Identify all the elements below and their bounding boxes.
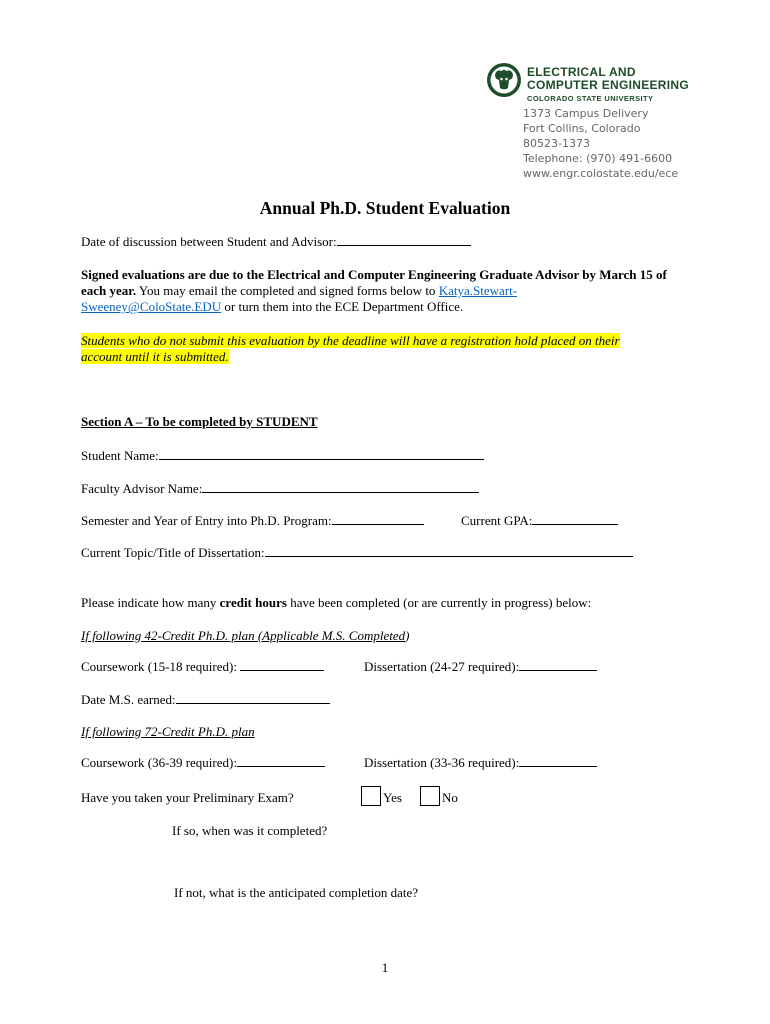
ms-earned-field[interactable] — [176, 692, 330, 704]
semester-entry-label: Semester and Year of Entry into Ph.D. Program: — [81, 513, 332, 528]
prelim-no-checkbox[interactable] — [420, 786, 440, 806]
warning-line-2: account until it is submitted. — [81, 349, 229, 364]
notice-text: You may email the completed and signed forms below to — [136, 283, 439, 298]
coursework-42-label: Coursework (15-18 required): — [81, 659, 237, 674]
department-address — [523, 106, 678, 181]
prelim-yes-label: Yes — [383, 790, 402, 805]
student-name-label: Student Name: — [81, 448, 159, 463]
dissertation-topic-field[interactable] — [265, 545, 633, 557]
notice-deadline: Signed evaluations are due to the Electrical and Computer Engineering Graduate Advisor by March 15 of each year. — [81, 267, 667, 298]
current-gpa-field[interactable] — [532, 513, 618, 525]
current-gpa-row — [461, 513, 618, 529]
ms-earned-row — [81, 692, 330, 708]
plan-42-heading: If following 42-Credit Ph.D. plan (Applicable M.S. Completed) — [81, 628, 410, 643]
registration-hold-warning — [81, 333, 681, 365]
date-of-discussion-field[interactable] — [337, 234, 471, 246]
logo-line-1: ELECTRICAL AND — [527, 65, 636, 79]
submission-notice — [81, 267, 681, 315]
student-name-field[interactable] — [159, 448, 484, 460]
dissertation-72-field[interactable] — [519, 755, 597, 767]
coursework-72-field[interactable] — [237, 755, 325, 767]
faculty-advisor-row — [81, 481, 479, 497]
student-name-row — [81, 448, 484, 464]
csu-ram-logo-icon — [486, 62, 522, 98]
semester-entry-field[interactable] — [332, 513, 424, 525]
dissertation-42-field[interactable] — [519, 659, 597, 671]
coursework-42-row — [81, 659, 324, 675]
notice-text-end: or turn them into the ECE Department Office. — [221, 299, 464, 314]
plan-72-heading: If following 72-Credit Ph.D. plan — [81, 724, 255, 739]
prelim-yes-checkbox[interactable] — [361, 786, 381, 806]
coursework-72-row — [81, 755, 325, 771]
address-telephone: Telephone: (970) 491-6600 — [523, 152, 673, 165]
dissertation-42-label: Dissertation (24-27 required): — [364, 659, 520, 674]
address-website: www.engr.colostate.edu/ece — [523, 167, 679, 180]
ms-earned-label: Date M.S. earned: — [81, 692, 176, 707]
coursework-72-label: Coursework (36-39 required): — [81, 755, 237, 770]
address-line: 1373 Campus Delivery — [523, 107, 649, 120]
date-of-discussion-label: Date of discussion between Student and Advisor: — [81, 234, 337, 249]
faculty-advisor-label: Faculty Advisor Name: — [81, 481, 203, 496]
faculty-advisor-field[interactable] — [202, 481, 479, 493]
prelim-anticipated-question: If not, what is the anticipated completion date? — [174, 885, 419, 900]
credit-hours-emphasis: credit hours — [219, 595, 287, 610]
page-number: 1 — [381, 960, 389, 975]
dissertation-72-label: Dissertation (33-36 required): — [364, 755, 520, 770]
prelim-no-label: No — [442, 790, 458, 805]
date-of-discussion-row — [81, 234, 471, 250]
dissertation-topic-label: Current Topic/Title of Dissertation: — [81, 545, 265, 560]
department-logo-text — [527, 66, 689, 105]
address-line: 80523-1373 — [523, 137, 590, 150]
section-a-heading: Section A – To be completed by STUDENT — [81, 414, 318, 429]
logo-line-3: COLORADO STATE UNIVERSITY — [527, 94, 654, 103]
logo-line-2: COMPUTER ENGINEERING — [527, 78, 690, 92]
page-title: Annual Ph.D. Student Evaluation — [259, 198, 511, 218]
semester-entry-row — [81, 513, 424, 529]
advisor-email-link[interactable]: Katya.Stewart- Sweeney@ColoState.EDU — [81, 283, 518, 314]
credit-hours-instruction: Please indicate how many credit hours have been completed (or are currently in progress) below: — [81, 595, 592, 610]
current-gpa-label: Current GPA: — [461, 513, 533, 528]
dissertation-72-row — [364, 755, 597, 771]
dissertation-42-row — [364, 659, 597, 675]
address-line: Fort Collins, Colorado — [523, 122, 641, 135]
coursework-42-field[interactable] — [240, 659, 324, 671]
preliminary-exam-question: Have you taken your Preliminary Exam? — [81, 790, 294, 805]
dissertation-topic-row — [81, 545, 633, 561]
warning-line-1: Students who do not submit this evaluation by the deadline will have a registration hold placed on their — [81, 333, 620, 348]
prelim-completed-question: If so, when was it completed? — [172, 823, 328, 838]
